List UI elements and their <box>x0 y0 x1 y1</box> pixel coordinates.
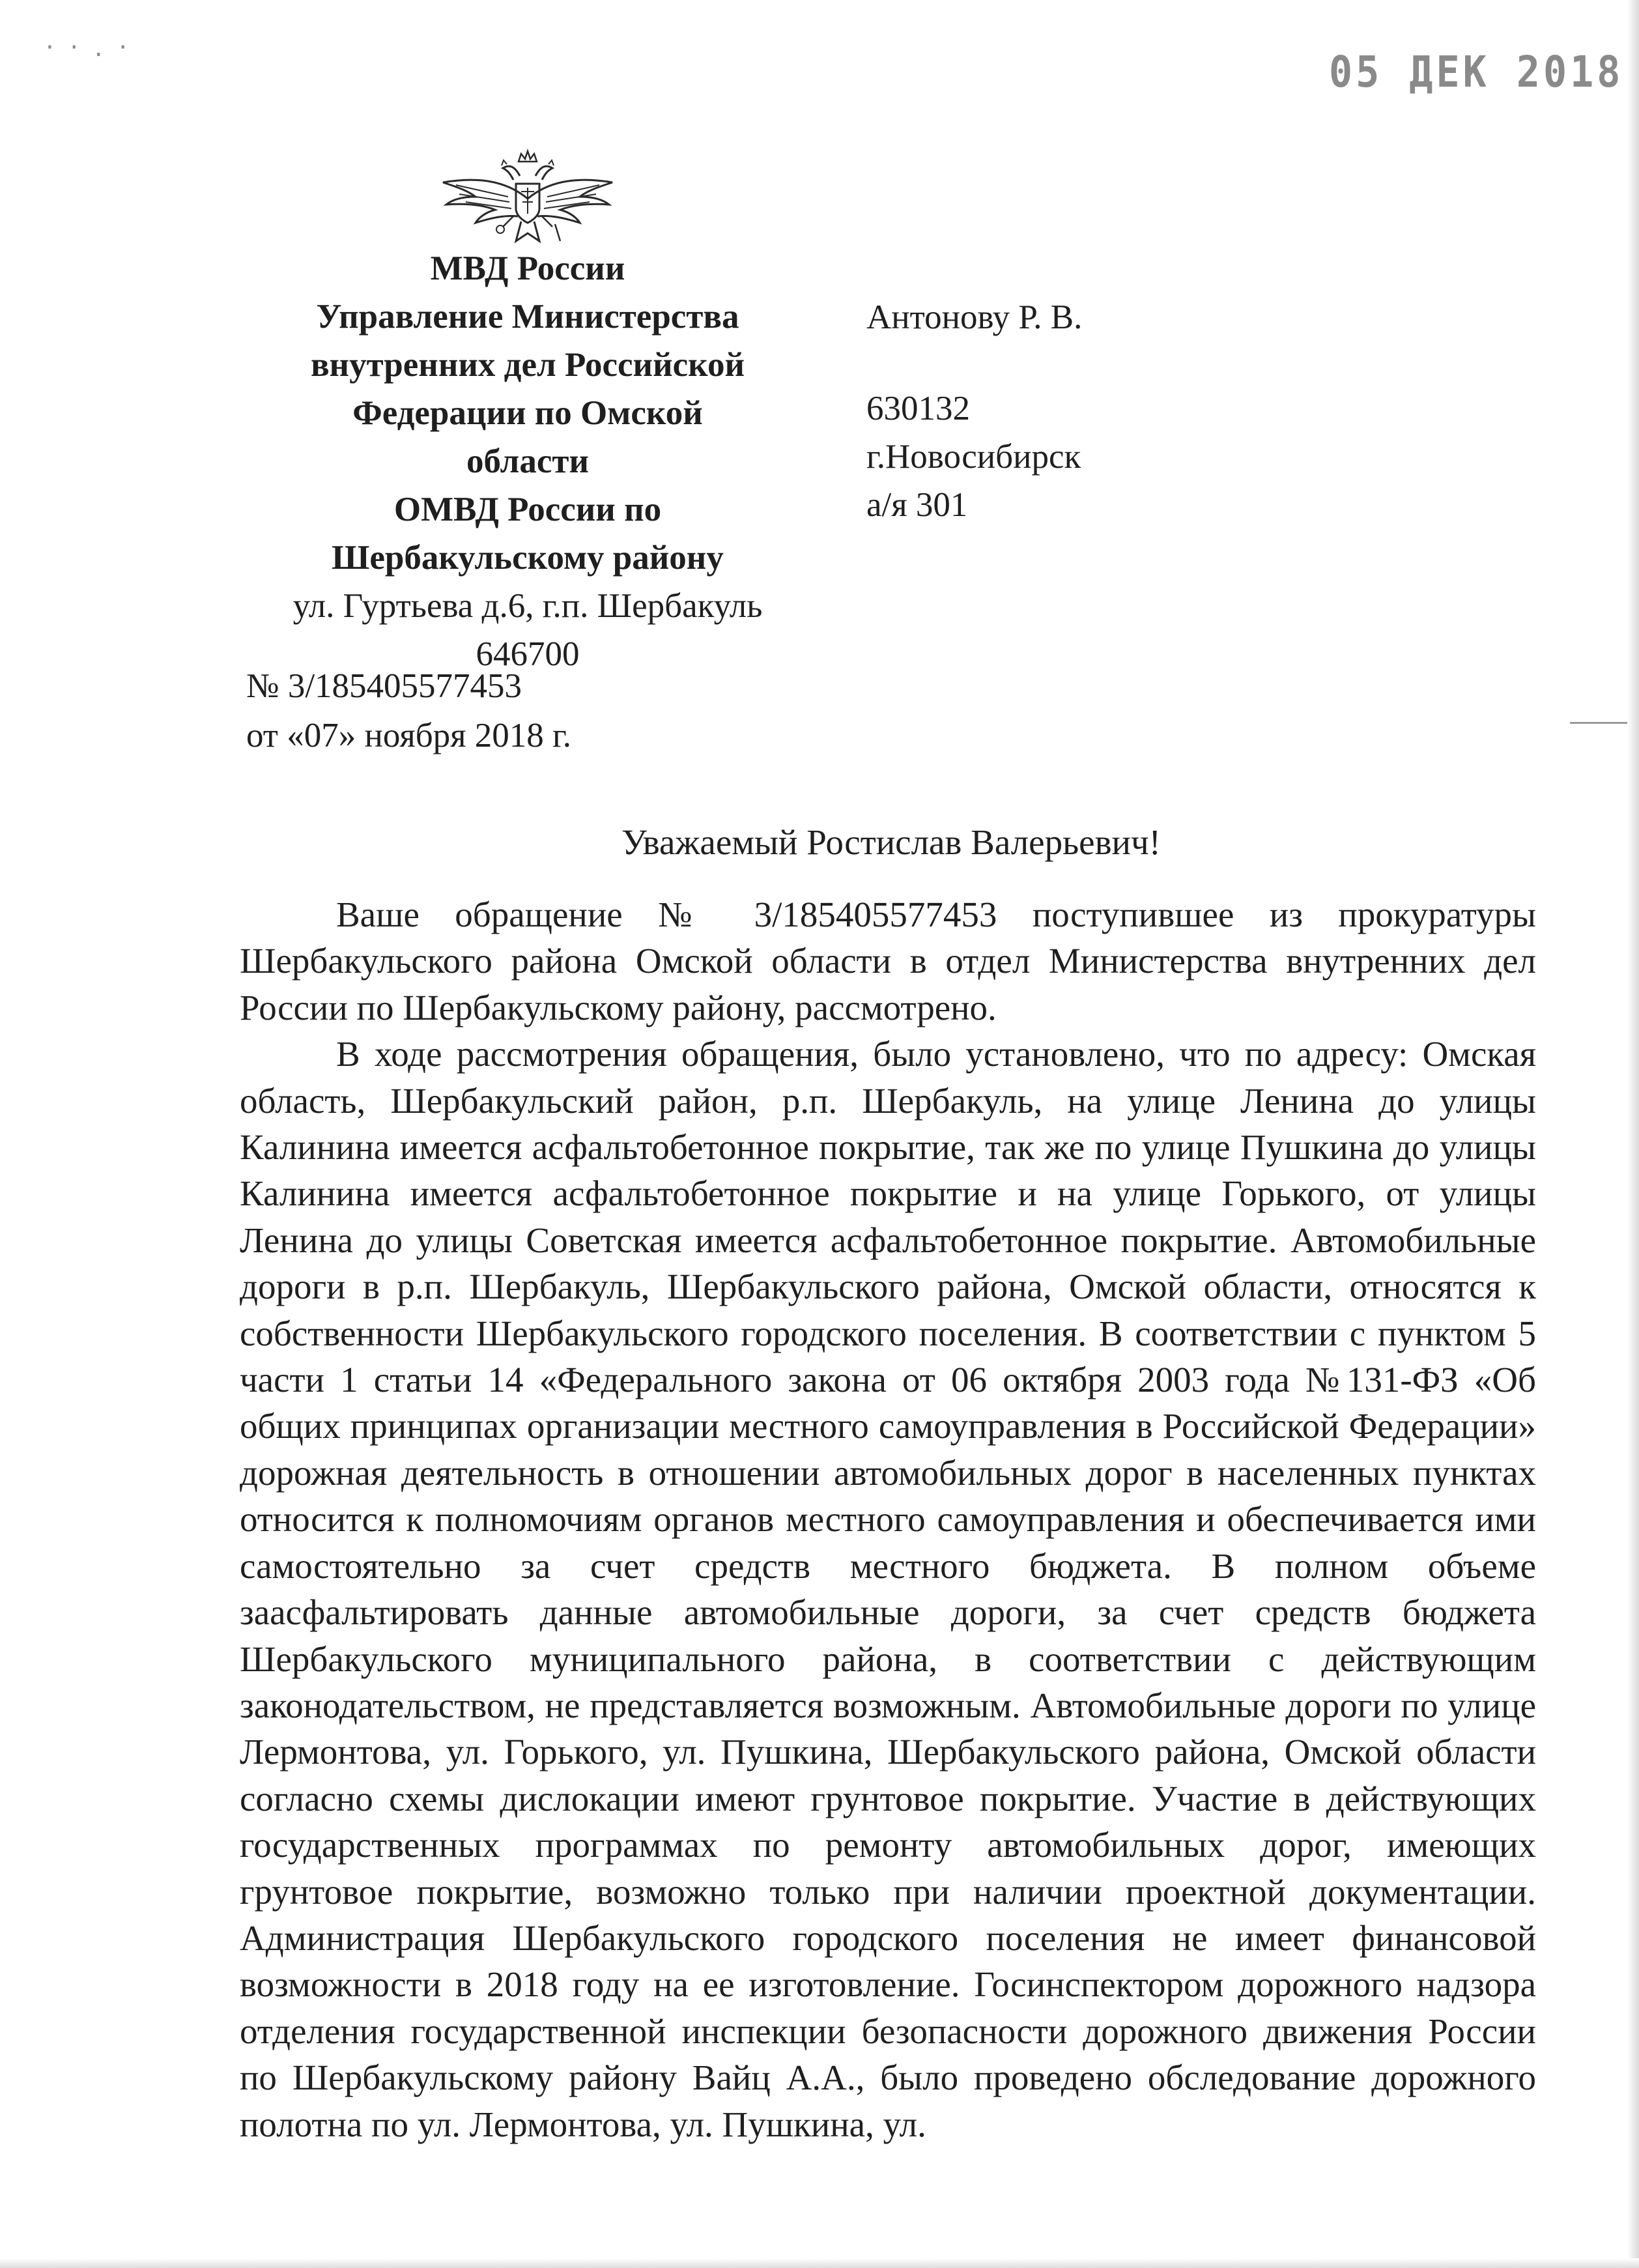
sender-line: Федерации по Омской <box>352 394 703 432</box>
page-edge-shadow <box>1627 0 1639 2268</box>
recipient-po-box: а/я 301 <box>866 486 968 524</box>
recipient-name: Антонову Р. В. <box>866 298 1083 336</box>
registration-date: от «07» ноября 2018 г. <box>246 717 572 754</box>
sender-line: области <box>466 442 589 480</box>
sender-line: внутренних дел Российской <box>310 346 745 384</box>
sender-postcode: 646700 <box>476 635 580 673</box>
body-paragraph: Ваше обращение № 3/185405577453 поступившее из прокуратуры Шербакульского района Омской области в отдел Министерства внутренних дел России по Шербакульскому району, рассмотрено. <box>240 895 1536 1027</box>
sender-address: ул. Гуртьева д.6, г.п. Шербакуль <box>292 587 763 625</box>
registration-number: № 3/185405577453 <box>246 667 522 705</box>
sender-line: ОМВД России по <box>393 491 662 528</box>
recipient-city: г.Новосибирск <box>866 438 1081 476</box>
sender-line: Управление Министерства <box>316 298 739 336</box>
body-paragraph: В ходе рассмотрения обращения, было установлено, что по адресу: Омская область, Шербакульский район, р.п. Шербакуль, на улице Ленина до улицы Калинина имеется асфальтобетонное покрытие, так же по улице Пушкина до улицы Калинина имеется асфальтобетонное покрытие и на улице Горького, от улицы Ленина до улицы Советская имеется асфальтобетонное покрытие. Автомобильные дороги в р.п. Шербакуль, Шербакульского района, Омской области, относятся к собственности Шербакульского городского поселения. В соответствии с пунктом 5 части 1 статьи 14 «Федерального закона от 06 октября 2003 года №131-ФЗ «Об общих принципах организации местного самоуправления в Российской Федерации» дорожная деятельность в отношении автомобильных дорог в населенных пунктах относится к полномочиям органов местного самоуправления и обеспечивается ими самостоятельно за счет средств местного бюджета. В полном объеме заасфальтировать данные автомобильные дороги, за счет средств бюджета Шербакульского муниципального района, в соответствии с действующим законодательством, не представляется возможным. Автомобильные дороги по улице Лермонтова, ул. Горького, ул. Пушкина, Шербакульского района, Омской области согласно схемы дислокации имеют грунтовое покрытие. Участие в действующих государственных программах по ремонту автомобильных дорог, имеющих грунтовое покрытие, возможно только при наличии проектной документации. Администрация Шербакульского городского поселения не имеет финансовой возможности в 2018 году на ее изготовление. Госинспектором дорожного надзора отделения государственной инспекции безопасности дорожного движения России по Шербакульскому району Вайц А.А., было проведено обследование дорожного полотна по ул. Лермонтова, ул. Пушкина, ул. <box>240 1034 1536 2144</box>
recipient-block <box>866 293 1082 529</box>
greeting: Уважаемый Ростислав Валерьевич! <box>621 822 1161 862</box>
corner-mark: · · . · <box>46 33 132 63</box>
sender-line: МВД России <box>430 250 625 287</box>
recipient-postcode: 630132 <box>866 390 970 427</box>
sender-line: Шербакульскому району <box>332 539 724 577</box>
sender-block <box>241 244 814 678</box>
received-date-stamp: 05 ДЕК 2018 <box>1329 47 1624 98</box>
letter-body <box>240 891 1536 2147</box>
double-headed-eagle-icon <box>430 137 625 251</box>
registration-block <box>246 661 571 760</box>
page-bottom-shadow <box>0 2258 1639 2268</box>
